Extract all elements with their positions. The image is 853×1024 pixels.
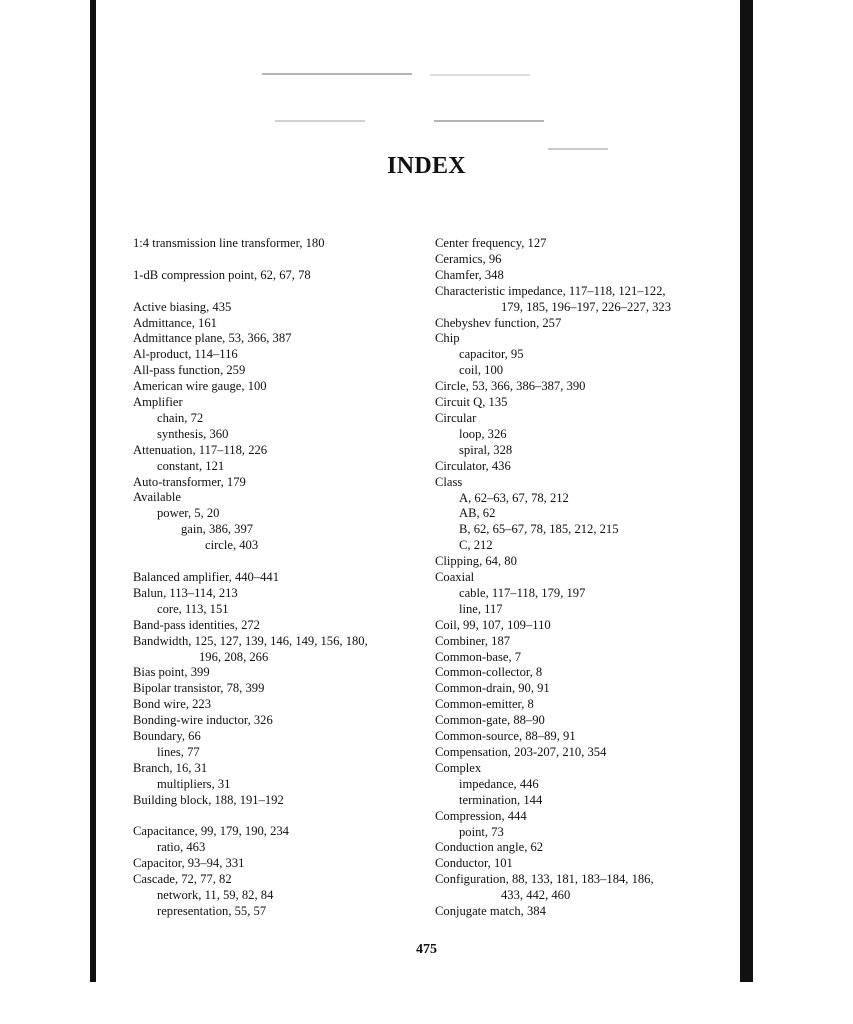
index-entry: Conduction angle, 62 xyxy=(435,840,544,855)
index-entry: Admittance, 161 xyxy=(133,315,217,330)
index-entry: Configuration, 88, 133, 181, 183–184, 186, xyxy=(435,872,654,887)
index-entry: Clipping, 64, 80 xyxy=(435,554,517,569)
index-entry: Common-emitter, 8 xyxy=(435,697,534,712)
index-entry: Compression, 444 xyxy=(435,808,527,823)
index-subentry: chain, 72 xyxy=(157,410,204,425)
index-entry: Combiner, 187 xyxy=(435,633,511,648)
index-entry: Boundary, 66 xyxy=(133,729,201,744)
index-entry: Balun, 113–114, 213 xyxy=(133,585,238,600)
scan-left-border xyxy=(90,0,96,982)
index-entry: Common-gate, 88–90 xyxy=(435,713,545,728)
index-subentry: B, 62, 65–67, 78, 185, 212, 215 xyxy=(459,522,619,537)
index-entry: Active biasing, 435 xyxy=(133,299,232,314)
entry-spacer xyxy=(133,252,368,268)
index-subentry: multipliers, 31 xyxy=(157,776,231,791)
index-subentry: lines, 77 xyxy=(157,744,200,759)
index-entry: Balanced amplifier, 440–441 xyxy=(133,569,280,584)
index-subentry: gain, 386, 397 xyxy=(181,522,254,537)
index-entry: Complex xyxy=(435,760,482,775)
index-entry: Center frequency, 127 xyxy=(435,236,547,250)
index-entry: Chamfer, 348 xyxy=(435,267,504,282)
page-number: 475 xyxy=(416,942,437,957)
scan-right-border xyxy=(740,0,753,982)
index-subentry: cable, 117–118, 179, 197 xyxy=(459,585,586,600)
index-entry: Conjugate match, 384 xyxy=(435,904,546,919)
index-entry-continuation: 433, 442, 460 xyxy=(501,888,571,903)
entry-spacer xyxy=(133,284,368,300)
index-subentry: termination, 144 xyxy=(459,792,543,807)
index-entry: 1:4 transmission line transformer, 180 xyxy=(133,236,325,250)
index-entry: Class xyxy=(435,474,463,489)
index-subentry: coil, 100 xyxy=(459,363,504,378)
index-entry: Coil, 99, 107, 109–110 xyxy=(435,617,551,632)
index-entry: Circular xyxy=(435,410,477,425)
index-entry: Coaxial xyxy=(435,570,475,585)
index-subentry: ratio, 463 xyxy=(157,840,206,855)
index-entry: Common-collector, 8 xyxy=(435,665,543,680)
index-subentry: point, 73 xyxy=(459,824,504,839)
index-entry: Bandwidth, 125, 127, 139, 146, 149, 156, 180, xyxy=(133,633,368,648)
index-entry: American wire gauge, 100 xyxy=(133,379,267,394)
index-subentry: core, 113, 151 xyxy=(157,601,229,616)
index-subentry: constant, 121 xyxy=(157,458,225,473)
index-entry: Building block, 188, 191–192 xyxy=(133,792,284,807)
index-entry: Bond wire, 223 xyxy=(133,697,212,712)
index-entry-continuation: 196, 208, 266 xyxy=(199,649,269,664)
index-entry: Circuit Q, 135 xyxy=(435,395,508,410)
index-subentry: representation, 55, 57 xyxy=(157,904,267,918)
index-entry: Band-pass identities, 272 xyxy=(133,617,260,632)
bleed-through-mark xyxy=(548,148,608,150)
index-subentry: impedance, 446 xyxy=(459,776,539,791)
index-entry: Cascade, 72, 77, 82 xyxy=(133,872,232,887)
index-entry: Bias point, 399 xyxy=(133,665,210,680)
index-subentry: line, 117 xyxy=(459,601,503,616)
index-entry-continuation: 179, 185, 196–197, 226–227, 323 xyxy=(501,299,672,314)
index-entry: Capacitance, 99, 179, 190, 234 xyxy=(133,824,289,839)
index-entry: Admittance plane, 53, 366, 387 xyxy=(133,331,292,346)
index-subentry: network, 11, 59, 82, 84 xyxy=(157,888,274,903)
bleed-through-mark xyxy=(430,74,530,76)
page-title: INDEX xyxy=(387,153,466,179)
index-entry: Circle, 53, 366, 386–387, 390 xyxy=(435,379,586,394)
entry-spacer xyxy=(133,809,368,825)
index-entry: Common-drain, 90, 91 xyxy=(435,681,550,696)
index-entry: Available xyxy=(133,490,182,505)
index-entry: Characteristic impedance, 117–118, 121–122, xyxy=(435,283,666,298)
index-entry: Capacitor, 93–94, 331 xyxy=(133,856,245,871)
index-entry: Common-source, 88–89, 91 xyxy=(435,729,576,744)
index-subentry: A, 62–63, 67, 78, 212 xyxy=(459,490,569,505)
index-entry: Branch, 16, 31 xyxy=(133,760,208,775)
index-subentry: C, 212 xyxy=(459,538,493,553)
bleed-through-mark xyxy=(434,120,544,122)
index-entry: Circulator, 436 xyxy=(435,458,511,473)
index-entry: Compensation, 203-207, 210, 354 xyxy=(435,745,607,759)
index-entry: Attenuation, 117–118, 226 xyxy=(133,442,268,457)
index-subentry: loop, 326 xyxy=(459,426,507,441)
bleed-through-mark xyxy=(275,120,365,122)
index-entry: Conductor, 101 xyxy=(435,856,513,871)
index-column-left xyxy=(133,236,368,920)
index-entry: Amplifier xyxy=(133,395,183,410)
entry-spacer xyxy=(133,554,368,570)
index-entry: Ceramics, 96 xyxy=(435,251,502,266)
index-entry: Auto-transformer, 179 xyxy=(133,474,246,489)
index-entry: Chip xyxy=(435,331,460,346)
index-entry: Bonding-wire inductor, 326 xyxy=(133,713,273,728)
bleed-through-mark xyxy=(262,73,412,75)
index-entry: Al-product, 114–116 xyxy=(133,347,238,362)
index-subentry: synthesis, 360 xyxy=(157,426,229,441)
index-subentry: spiral, 328 xyxy=(459,442,513,457)
index-subentry: AB, 62 xyxy=(459,506,496,521)
index-subentry: capacitor, 95 xyxy=(459,347,524,362)
index-column-right xyxy=(435,236,671,920)
index-subentry: power, 5, 20 xyxy=(157,506,220,521)
index-subentry: circle, 403 xyxy=(205,538,259,553)
index-entry: Common-base, 7 xyxy=(435,649,522,664)
index-entry: Chebyshev function, 257 xyxy=(435,315,562,330)
index-entry: Bipolar transistor, 78, 399 xyxy=(133,681,265,696)
index-entry: All-pass function, 259 xyxy=(133,363,246,378)
index-entry: 1-dB compression point, 62, 67, 78 xyxy=(133,267,311,282)
